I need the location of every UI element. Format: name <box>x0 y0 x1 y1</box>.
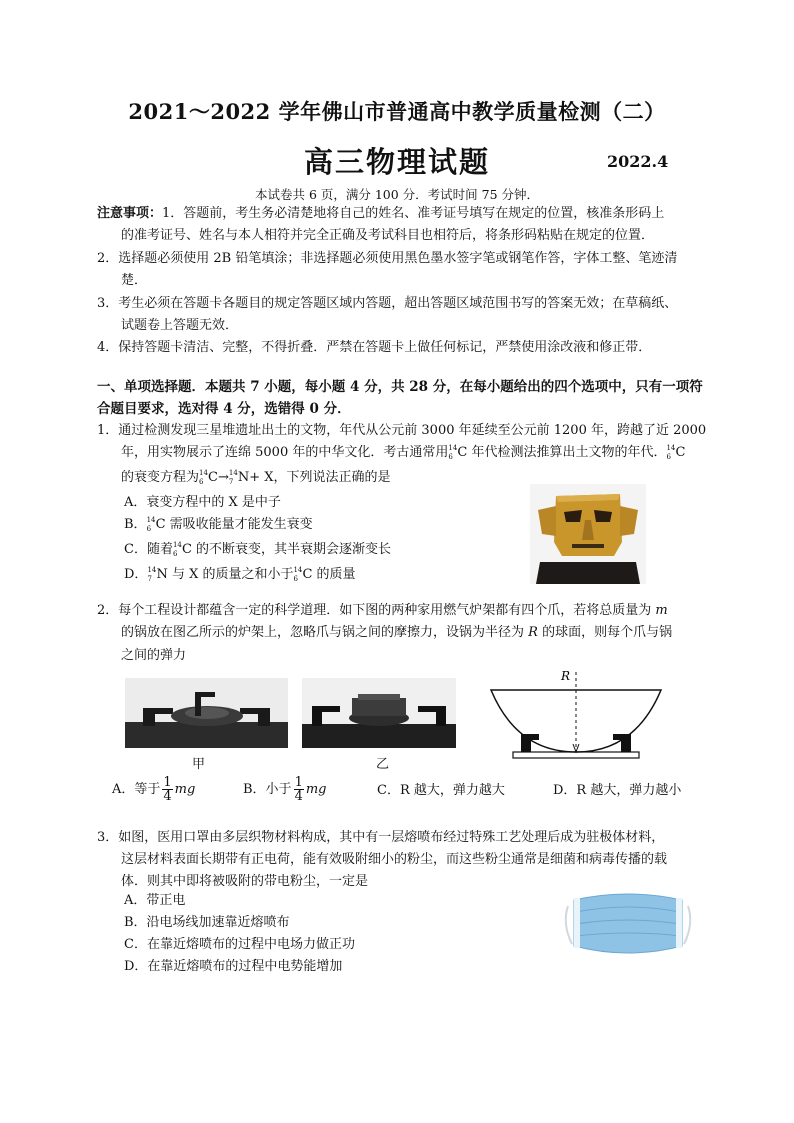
notice-item-1-cont: 的准考证号、姓名与本人相符并完全正确及考试科目也相符后，将条形码粘贴在规定的位置． <box>121 228 655 243</box>
q3-option-c: C．在靠近熔喷布的过程中电场力做正功 <box>124 937 355 952</box>
fraction-one-quarter: $\frac{1}{4}$ <box>163 775 172 804</box>
face-mask-image <box>560 884 696 964</box>
notice-item-1: 注意事项：1．答题前，考生务必清楚地将自己的姓名、准考证号填写在规定的位置，核准条形码上 <box>97 206 665 221</box>
notice-label: 注意事项： <box>97 206 163 221</box>
q1-option-c: C．随着 14 6 C 的不断衰变，其半衰期会逐渐变长 <box>124 540 392 558</box>
q3-stem-line-1: 3．如图，医用口罩由多层织物材料构成，其中有一层熔喷布经过特殊工艺处理后成为驻极体材料， <box>97 830 665 845</box>
q2-stem-line-3: 之间的弹力 <box>121 648 187 663</box>
q1-option-b: B． 14 6 C 需吸收能量才能发生衰变 <box>124 515 313 533</box>
notice-item-2: 2．选择题必须使用 2B 铅笔填涂；非选择题必须使用黑色墨水签字笔或钢笔作答，字体工整、笔迹清 <box>97 251 678 266</box>
notice-item-4: 4．保持答题卡清洁、完整，不得折叠．严禁在答题卡上做任何标记，严禁使用涂改液和修正带． <box>97 340 652 355</box>
section-heading: 一、单项选择题．本题共 7 小题，每小题 4 分，共 28 分，在每小题给出的四个选项中，只有一项符 <box>97 379 703 395</box>
q2-option-d: D．R 越大，弹力越小 <box>553 783 682 798</box>
q3-option-b: B．沿电场线加速靠近熔喷布 <box>124 915 290 930</box>
q2-stem-line-1: 2．每个工程设计都蕴含一定的科学道理．如下图的两种家用燃气炉架都有四个爪，若将总质量为 m <box>97 603 668 618</box>
q1-option-d: D． 14 7 N 与 X 的质量之和小于 14 6 C 的质量 <box>124 565 356 583</box>
q2-option-c: C．R 越大，弹力越大 <box>377 783 505 798</box>
isotope-c14: 14 6 <box>199 468 208 486</box>
exam-info: 本试卷共 6 页，满分 100 分．考试时间 75 分钟． <box>254 187 540 202</box>
q1-stem-line-1: 1．通过检测发现三星堆遗址出土的文物，年代从公元前 3000 年延续至公元前 1200 年，跨越了近 2000 <box>97 423 707 438</box>
isotope-c14: 14 6 <box>448 443 458 461</box>
q2-option-a: A．等于 $\frac{1}{4}$ mg <box>112 775 196 804</box>
q1-stem-line-2: 年，用实物展示了连绵 5000 年的中华文化．考古通常用 14 6 C 年代检测法推算出土文物的年代． 14 6 C <box>121 443 686 461</box>
notice-item-2-cont: 楚． <box>121 273 148 288</box>
q2-stem-line-2: 的锅放在图乙所示的炉架上，忽略爪与锅之间的摩擦力，设锅为半径为 R 的球面，则每个爪与锅 <box>121 625 673 640</box>
stove-photo-yi <box>302 678 456 748</box>
exam-title: 2021～2022 学年佛山市普通高中教学质量检测（二） <box>128 99 666 124</box>
exam-date: 2022.4 <box>607 152 669 171</box>
bronze-mask-image <box>530 484 646 584</box>
caption-jia: 甲 <box>192 757 206 772</box>
isotope-c14: 14 6 <box>666 443 676 461</box>
stove-photo-jia <box>125 678 288 748</box>
section-heading-cont: 合题目要求，选对得 4 分，选错得 0 分． <box>97 401 351 417</box>
q3-stem-line-3: 体．则其中即将被吸附的带电粉尘，一定是 <box>121 874 369 889</box>
radius-label: R <box>561 669 571 683</box>
notice-item-3-cont: 试题卷上答题无效． <box>121 318 239 333</box>
notice-item-3: 3．考生必须在答题卡各题目的规定答题区域内答题，超出答题区域范围书写的答案无效；在草稿纸、 <box>97 296 678 311</box>
q3-option-d: D．在靠近熔喷布的过程中电势能增加 <box>124 959 343 974</box>
caption-yi: 乙 <box>376 757 390 772</box>
q1-stem-line-3: 的衰变方程为 14 6 C→ 14 7 N+ X，下列说法正确的是 <box>121 468 391 486</box>
q1-option-a: A．衰变方程中的 X 是中子 <box>124 495 281 510</box>
q2-option-b: B．小于 $\frac{1}{4}$ mg <box>243 775 327 804</box>
isotope-n14: 14 7 <box>228 468 238 486</box>
pot-on-stove-diagram <box>485 664 667 764</box>
q3-stem-line-2: 这层材料表面长期带有正电荷，能有效吸附细小的粉尘，而这些粉尘通常是细菌和病毒传播的载 <box>121 852 668 867</box>
q3-option-a: A．带正电 <box>124 893 186 908</box>
exam-subject: 高三物理试题 <box>303 145 490 179</box>
fraction-one-quarter: $\frac{1}{4}$ <box>294 775 303 804</box>
